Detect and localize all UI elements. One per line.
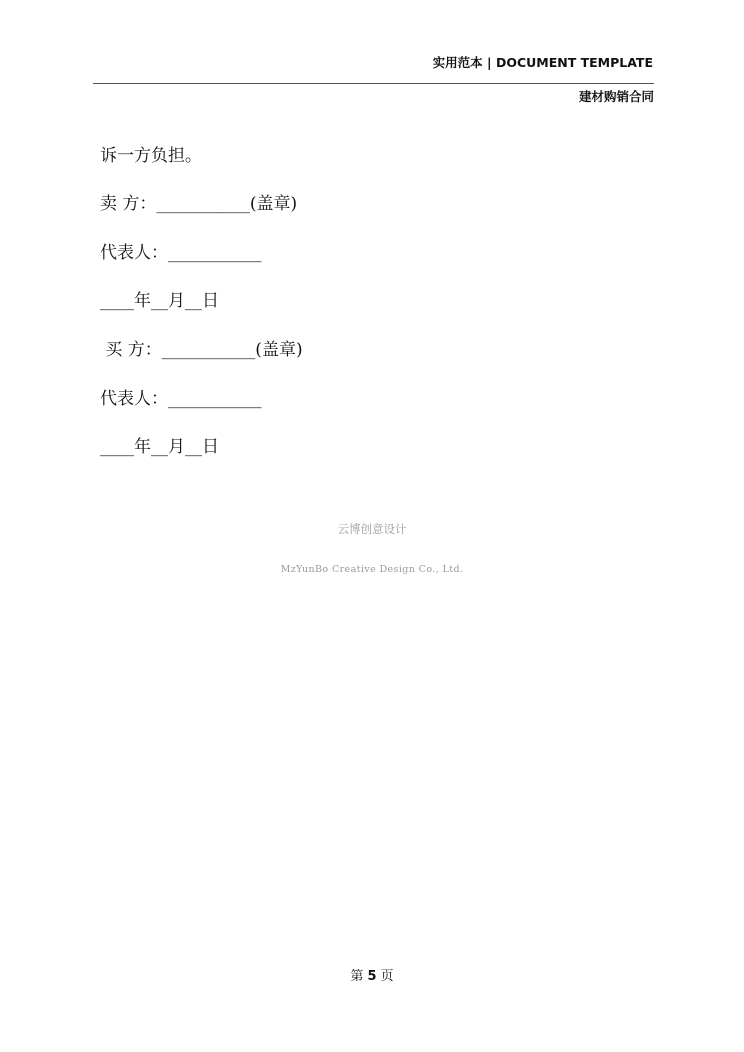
page-number-suffix: 页	[376, 969, 394, 984]
document-header-title: 实用范本 | DOCUMENT TEMPLATE	[432, 55, 653, 70]
seller-representative-line: 代表人：___________	[100, 243, 262, 263]
buyer-date-line: ____年__月__日	[100, 437, 219, 457]
seller-signature-line: 卖 方：___________(盖章)	[100, 194, 298, 214]
page-number	[0, 965, 744, 984]
buyer-representative-line: 代表人：___________	[100, 389, 262, 409]
seller-date-line: ____年__月__日	[100, 291, 219, 311]
footer-company-english: MzYunBo Creative Design Co., Ltd.	[280, 564, 464, 575]
footer-company-chinese: 云博创意设计	[337, 522, 407, 536]
page-number-value: 5	[367, 969, 377, 984]
text-line-liability: 诉一方负担。	[100, 146, 202, 166]
page-number-prefix: 第	[350, 969, 368, 984]
document-header-subtitle: 建材购销合同	[578, 89, 654, 104]
buyer-signature-line: 买 方：___________(盖章)	[100, 340, 303, 360]
header-divider	[93, 83, 654, 84]
